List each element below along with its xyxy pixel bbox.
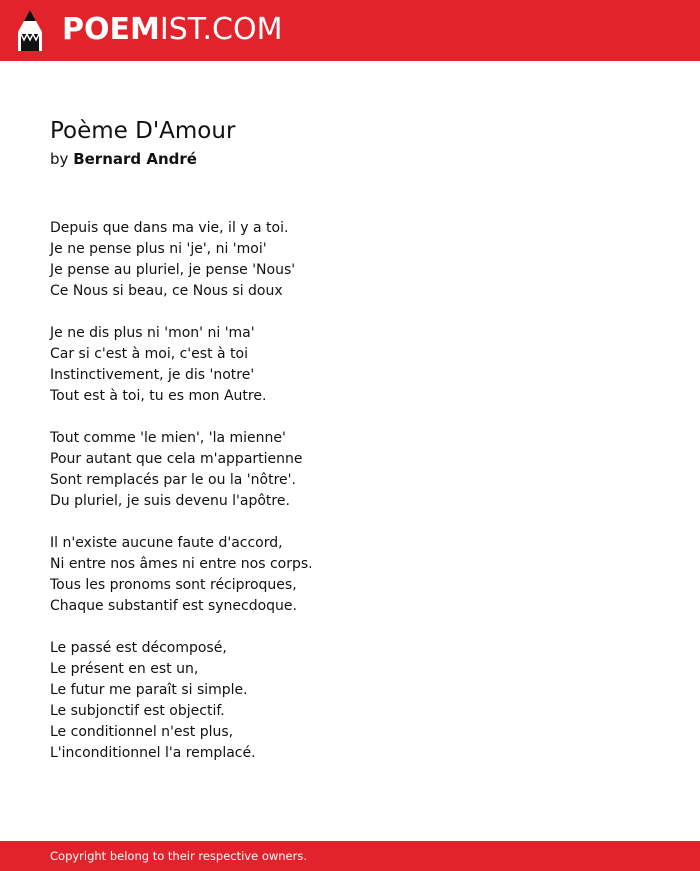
poem-line: Il n'existe aucune faute d'accord, [50,535,283,551]
poem-line: Le passé est décomposé, [50,640,227,656]
by-label: by [50,150,69,168]
copyright-text: Copyright belong to their respective owners. [50,849,308,863]
poem-line: Tout est à toi, tu es mon Autre. [50,388,267,404]
poem-line: Depuis que dans ma vie, il y a toi. [50,220,289,236]
stanza [50,638,650,764]
pencil-icon[interactable] [18,10,42,51]
stanza [50,428,650,512]
poem-line: Je pense au pluriel, je pense 'Nous' [50,262,296,278]
poem-line: Je ne dis plus ni 'mon' ni 'ma' [50,325,255,341]
author-name: Bernard André [73,150,197,168]
poem-line: Ce Nous si beau, ce Nous si doux [50,283,283,299]
poem-line: Ni entre nos âmes ni entre nos corps. [50,556,313,572]
poem-body [50,218,650,785]
poem-line: Instinctivement, je dis 'notre' [50,367,255,383]
poem-line: Car si c'est à moi, c'est à toi [50,346,248,362]
logo-strong-text: POEM [62,12,160,47]
logo-light-text: IST.COM [159,12,283,47]
poem-line: Le futur me paraît si simple. [50,682,248,698]
site-header [0,0,700,61]
stanza [50,533,650,617]
poem-line: Chaque substantif est synecdoque. [50,598,297,614]
poem-title: Poème D'Amour [50,118,236,144]
poem-line: Le conditionnel n'est plus, [50,724,234,740]
poem-line: Tous les pronoms sont réciproques, [50,577,297,593]
poem-line: Sont remplacés par le ou la 'nôtre'. [50,472,296,488]
byline [50,149,197,169]
site-footer [0,841,700,871]
poem-line: Du pluriel, je suis devenu l'apôtre. [50,493,290,509]
poem-line: Le subjonctif est objectif. [50,703,225,719]
site-logo[interactable] [62,10,282,50]
poem-line: Tout comme 'le mien', 'la mienne' [50,430,286,446]
stanza [50,323,650,407]
poem-line: Le présent en est un, [50,661,199,677]
poem-line: Pour autant que cela m'appartienne [50,451,303,467]
poem-line: Je ne pense plus ni 'je', ni 'moi' [50,241,267,257]
poem-line: L'inconditionnel l'a remplacé. [50,745,256,761]
stanza [50,218,650,302]
